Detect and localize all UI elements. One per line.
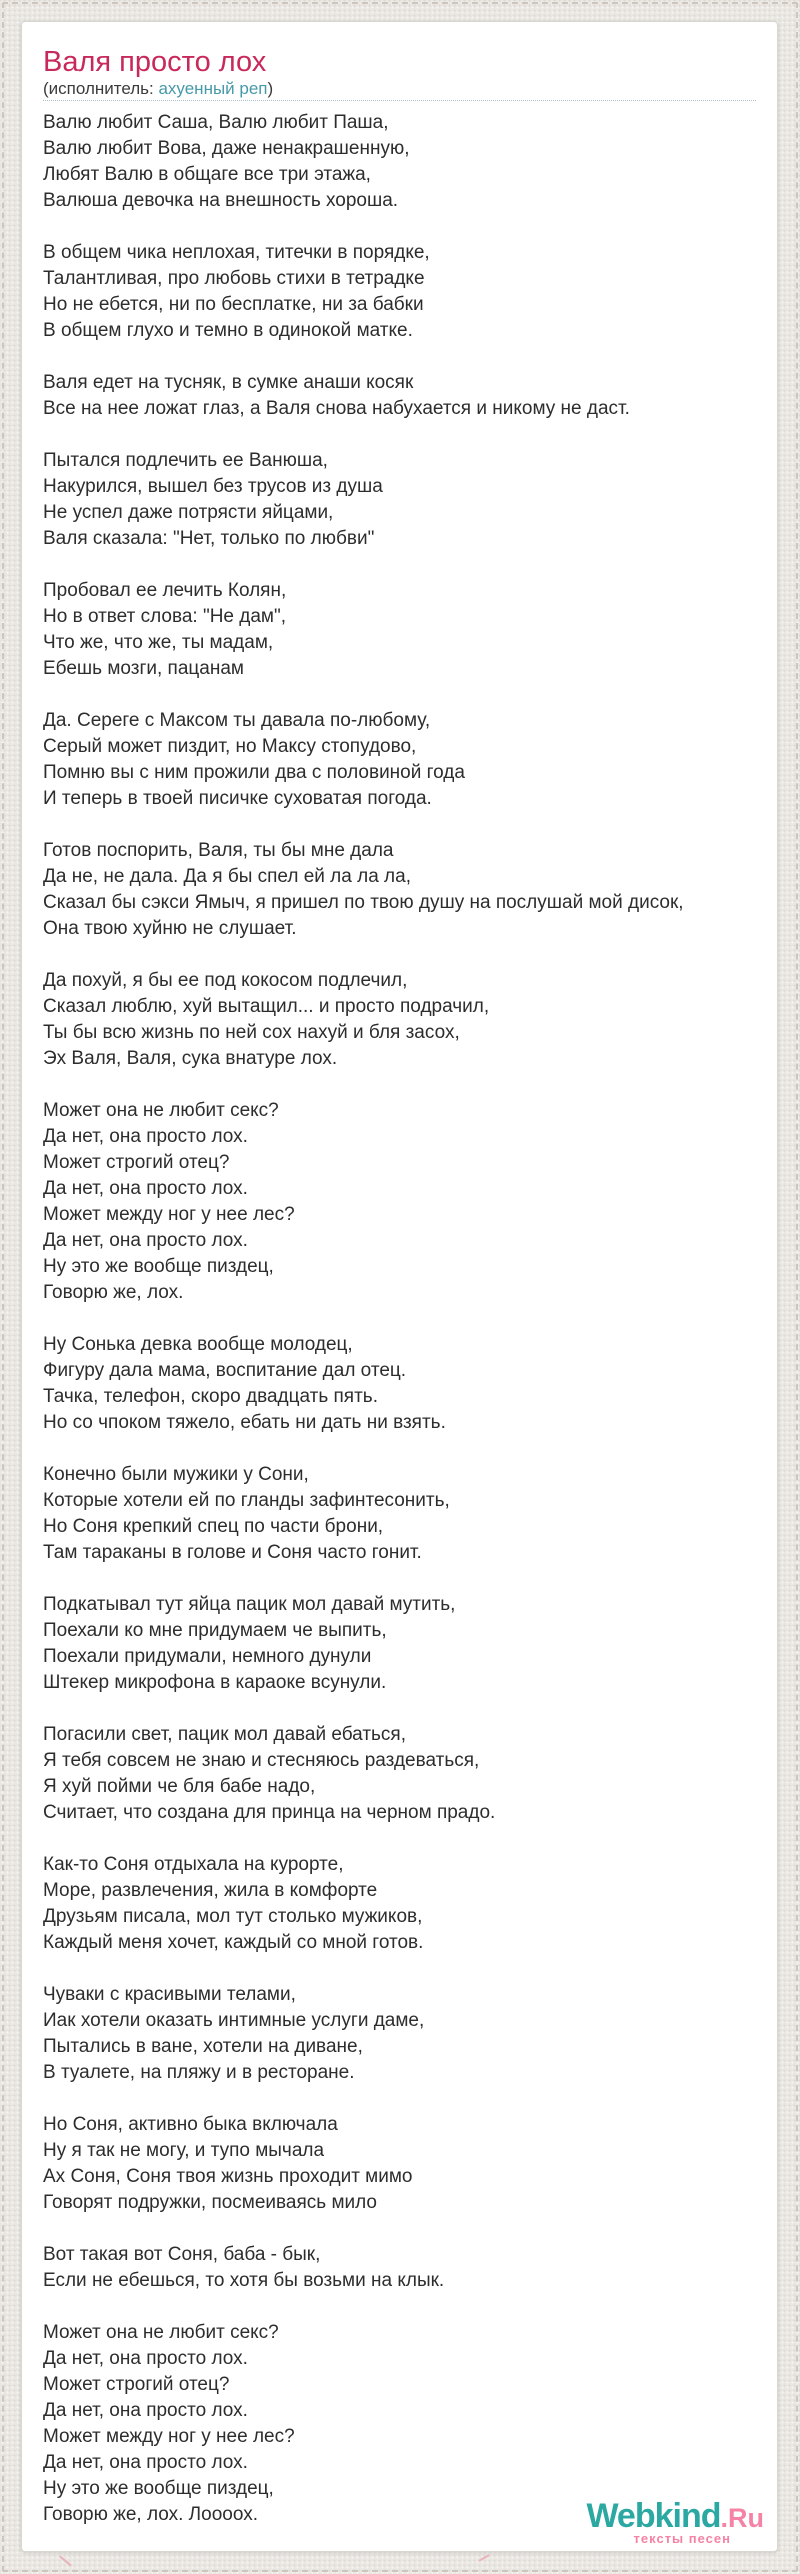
lyric-line: Может строгий отец? [43,1152,230,1173]
webkind-logo-link[interactable] [586,2497,764,2535]
lyric-line: Ебешь мозги, пацанам [43,658,244,679]
lyric-line: Ну это же вообще пиздец, [43,1256,274,1277]
lyric-line: Поехали ко мне придумаем че выпить, [43,1620,387,1641]
stanza [43,240,756,344]
lyric-line: Все на нее ложат глаз, а Валя снова набухается и никому не даст. [43,398,630,419]
lyric-line: И теперь в твоей писичке суховатая погода. [43,788,432,809]
performer-label: (исполнитель: [43,79,154,98]
lyric-line: Сказал люблю, хуй вытащил... и просто подрачил, [43,996,490,1017]
lyric-line: Может между ног у нее лес? [43,1204,295,1225]
lyric-line: Да нет, она просто лох. [43,2348,248,2369]
lyric-line: Поехали придумали, немного дунули [43,1646,372,1667]
lyric-line: Тачка, телефон, скоро двадцать пять. [43,1386,378,1407]
lyric-line: Друзьям писала, мол тут столько мужиков, [43,1906,423,1927]
lyric-line: Помню вы с ним прожили два с половиной года [43,762,465,783]
lyric-line: Но Соня крепкий спец по части брони, [43,1516,384,1537]
lyric-line: Не успел даже потрясти яйцами, [43,502,334,523]
stanza [43,110,756,214]
stanza [43,1982,756,2086]
lyric-line: Подкатывал тут яйца пацик мол давай мутить, [43,1594,456,1615]
lyric-line: Валюша девочка на внешность хороша. [43,190,399,211]
stanza [43,1462,756,1566]
lyric-line: Что же, что же, ты мадам, [43,632,274,653]
lyric-line: Но со чпоком тяжело, ебать ни дать ни взять. [43,1412,446,1433]
lyric-line: Ты бы всю жизнь по ней сох нахуй и бля засох, [43,1022,460,1043]
lyric-line: Пытались в ване, хотели на диване, [43,2036,363,2057]
stanza [43,1722,756,1826]
lyric-line: Да нет, она просто лох. [43,1230,248,1251]
lyric-line: Да не, не дала. Да я бы спел ей ла ла ла, [43,866,411,887]
lyric-line: Как-то Соня отдыхала на курорте, [43,1854,344,1875]
stanza [43,2112,756,2216]
webkind-logo-main: Webkind [586,2497,721,2535]
performer-link[interactable]: ахуенный реп [158,79,268,98]
lyric-line: В туалете, на пляжу и в ресторане. [43,2062,355,2083]
lyric-line: Может строгий отец? [43,2374,230,2395]
webkind-logo-ru: .Ru [720,2503,764,2533]
lyric-line: Но не ебется, ни по бесплатке, ни за бабки [43,294,424,315]
thread-mark [478,2554,490,2561]
thread-mark [59,2555,72,2566]
lyric-line: Валя сказала: "Нет, только по любви" [43,528,375,549]
lyric-line: Накурился, вышел без трусов из душа [43,476,383,497]
lyric-line: Да похуй, я бы ее под кокосом подлечил, [43,970,408,991]
lyric-line: Она твою хуйню не слушает. [43,918,297,939]
lyric-line: Ах Соня, Соня твоя жизнь проходит мимо [43,2166,413,2187]
webkind-logo-tagline: тексты песен [633,2531,731,2546]
dotted-divider [43,100,756,101]
lyric-line: Говорю же, лох. Лоооох. [43,2504,258,2525]
lyric-line: Эх Валя, Валя, сука внатуре лох. [43,1048,338,1069]
stanza [43,838,756,942]
lyric-line: Серый может пиздит, но Максу стопудово, [43,736,417,757]
lyric-line: Которые хотели ей по гланды зафинтесонить, [43,1490,450,1511]
lyric-line: Но Соня, активно быка включала [43,2114,338,2135]
stanza [43,708,756,812]
lyric-line: Ну я так не могу, и тупо мычала [43,2140,325,2161]
lyric-line: В общем глухо и темно в одинокой матке. [43,320,413,341]
lyric-line: Фигуру дала мама, воспитание дал отец. [43,1360,407,1381]
lyric-line: Каждый меня хочет, каждый со мной готов. [43,1932,424,1953]
webkind-logo [586,2499,764,2545]
lyric-line: Говорят подружки, посмеиваясь мило [43,2192,377,2213]
lyric-line: Талантливая, про любовь стихи в тетрадке [43,268,425,289]
lyrics-text [43,110,756,2528]
lyric-line: Да нет, она просто лох. [43,2452,248,2473]
lyric-line: Море, развлечения, жила в комфорте [43,1880,378,1901]
stanza [43,1592,756,1696]
lyric-line: Валя едет на тусняк, в сумке анаши косяк [43,372,414,393]
lyric-line: Может она не любит секс? [43,1100,279,1121]
lyric-line: Считает, что создана для принца на черном прадо. [43,1802,496,1823]
lyric-line: Да. Сереге с Максом ты давала по-любому, [43,710,431,731]
lyric-line: В общем чика неплохая, титечки в порядке, [43,242,430,263]
lyric-line: Готов поспорить, Валя, ты бы мне дала [43,840,394,861]
lyric-line: Говорю же, лох. [43,1282,184,1303]
lyric-line: Но в ответ слова: "Не дам", [43,606,287,627]
page-title: Валя просто лох [43,46,267,78]
stanza [43,1332,756,1436]
lyric-line: Там тараканы в голове и Соня часто гонит. [43,1542,422,1563]
lyric-line: Может она не любит секс? [43,2322,279,2343]
performer-suffix: ) [267,79,274,98]
lyric-line: Чуваки с красивыми телами, [43,1984,296,2005]
lyric-line: Вот такая вот Соня, баба - бык, [43,2244,321,2265]
lyric-line: Валю любит Вова, даже ненакрашенную, [43,138,410,159]
stanza [43,2242,756,2294]
lyric-line: Сказал бы сэкси Ямыч, я пришел по твою душу на послушай мой дисок, [43,892,684,913]
lyric-line: Я тебя совсем не знаю и стесняюсь раздеваться, [43,1750,480,1771]
lyrics-card [21,21,778,2552]
lyric-line: Если не ебешься, то хотя бы возьми на клык. [43,2270,445,2291]
stanza [43,1852,756,1956]
performer-line [43,78,756,99]
lyric-line: Может между ног у нее лес? [43,2426,295,2447]
stanza [43,578,756,682]
lyric-line: Валю любит Саша, Валю любит Паша, [43,112,389,133]
lyric-line: Ну это же вообще пиздец, [43,2478,274,2499]
stanza [43,968,756,1072]
lyric-line: Да нет, она просто лох. [43,1178,248,1199]
lyric-line: Погасили свет, пацик мол давай ебаться, [43,1724,406,1745]
lyric-line: Я хуй пойми че бля бабе надо, [43,1776,316,1797]
stanza [43,448,756,552]
lyric-line: Любят Валю в общаге все три этажа, [43,164,371,185]
lyric-line: Штекер микрофона в караоке всунули. [43,1672,387,1693]
lyric-line: Иак хотели оказать интимные услуги даме, [43,2010,425,2031]
stanza [43,370,756,422]
lyric-line: Да нет, она просто лох. [43,1126,248,1147]
lyric-line: Пробовал ее лечить Колян, [43,580,287,601]
lyric-line: Да нет, она просто лох. [43,2400,248,2421]
stanza [43,1098,756,1306]
lyric-line: Пытался подлечить ее Ванюша, [43,450,328,471]
lyric-line: Ну Сонька девка вообще молодец, [43,1334,353,1355]
lyric-line: Конечно были мужики у Сони, [43,1464,309,1485]
